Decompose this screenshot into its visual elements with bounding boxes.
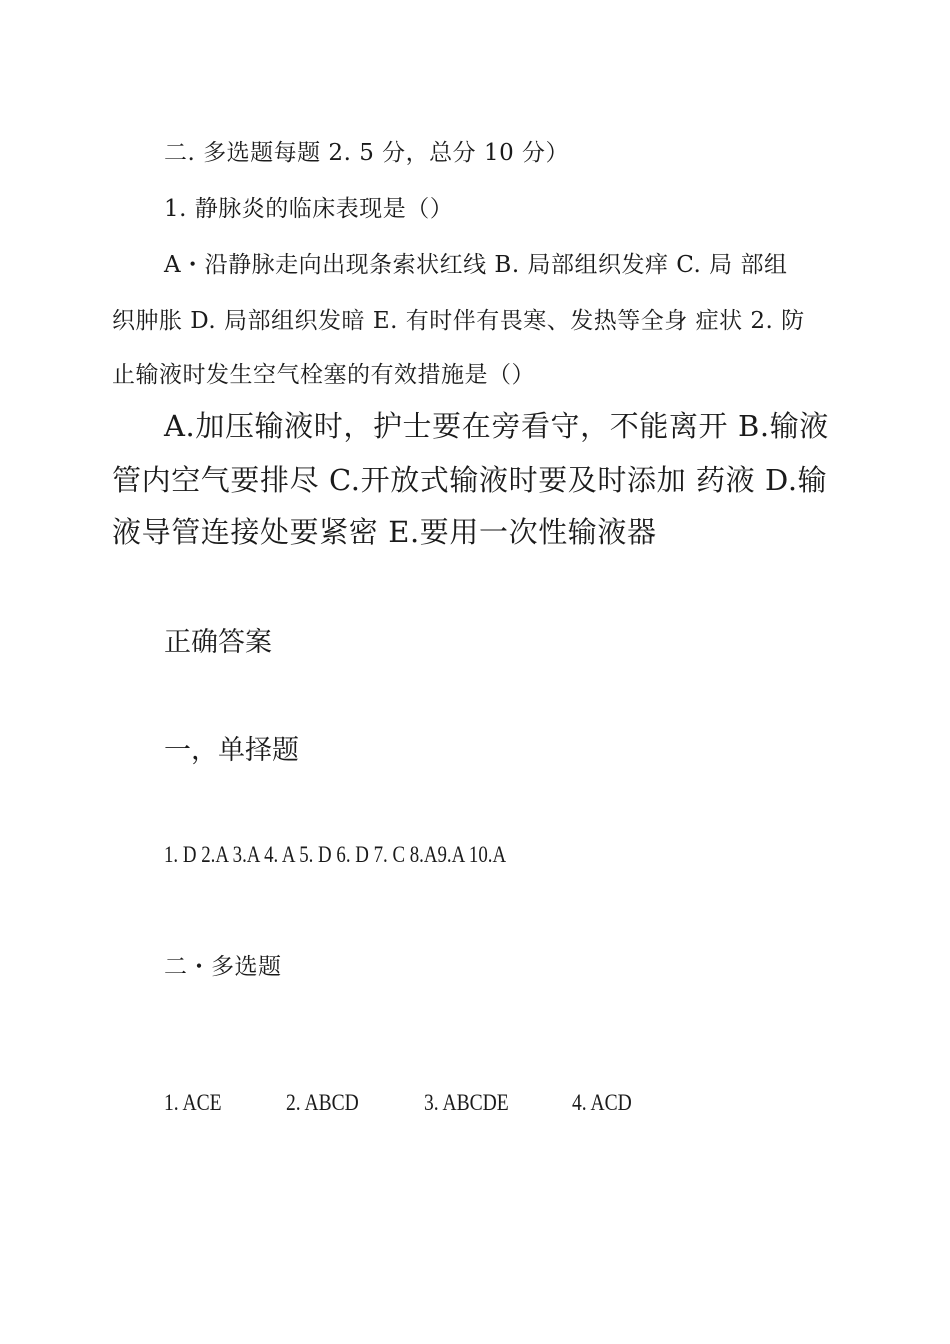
multi-answer-1: 1. ACE: [164, 1090, 222, 1115]
multi-answer-3: 3. ABCDE: [424, 1090, 509, 1115]
q2-options-line-3: 液导管连接处要紧密 E.要用一次性输液器: [112, 515, 657, 549]
single-choice-title: 一，单择题: [164, 735, 299, 766]
q1-options-line-1: A・沿静脉走向出现条索状红线 B. 局部组织发痒 C. 局 部组: [164, 252, 788, 278]
answers-title: 正确答案: [164, 627, 272, 658]
q2-options-line-2: 管内空气要排尽 C.开放式输液时要及时添加 药液 D.输: [112, 463, 828, 497]
q2-options-line-1: A.加压输液时，护士要在旁看守，不能离开 B.输液: [164, 409, 829, 443]
multi-choice-title: 二・多选题: [164, 954, 282, 980]
q1-options-line-2: 织肿胀 D. 局部组织发暗 E. 有时伴有畏寒、发热等全身 症状 2. 防: [112, 308, 805, 334]
q1-stem: 1. 静脉炎的临床表现是（）: [164, 196, 454, 222]
multi-answer-2: 2. ABCD: [286, 1090, 359, 1115]
multi-answer-4: 4. ACD: [572, 1090, 632, 1115]
section2-header: 二. 多选题每题 2. 5 分，总分 10 分）: [164, 140, 570, 166]
single-choice-answers: 1. D 2.A 3.A 4. A 5. D 6. D 7. C 8.A9.A 10.A: [164, 842, 507, 867]
q2-stem: 止输液时发生空气栓塞的有效措施是（）: [112, 362, 535, 388]
multi-choice-answers: [0, 1090, 950, 1124]
